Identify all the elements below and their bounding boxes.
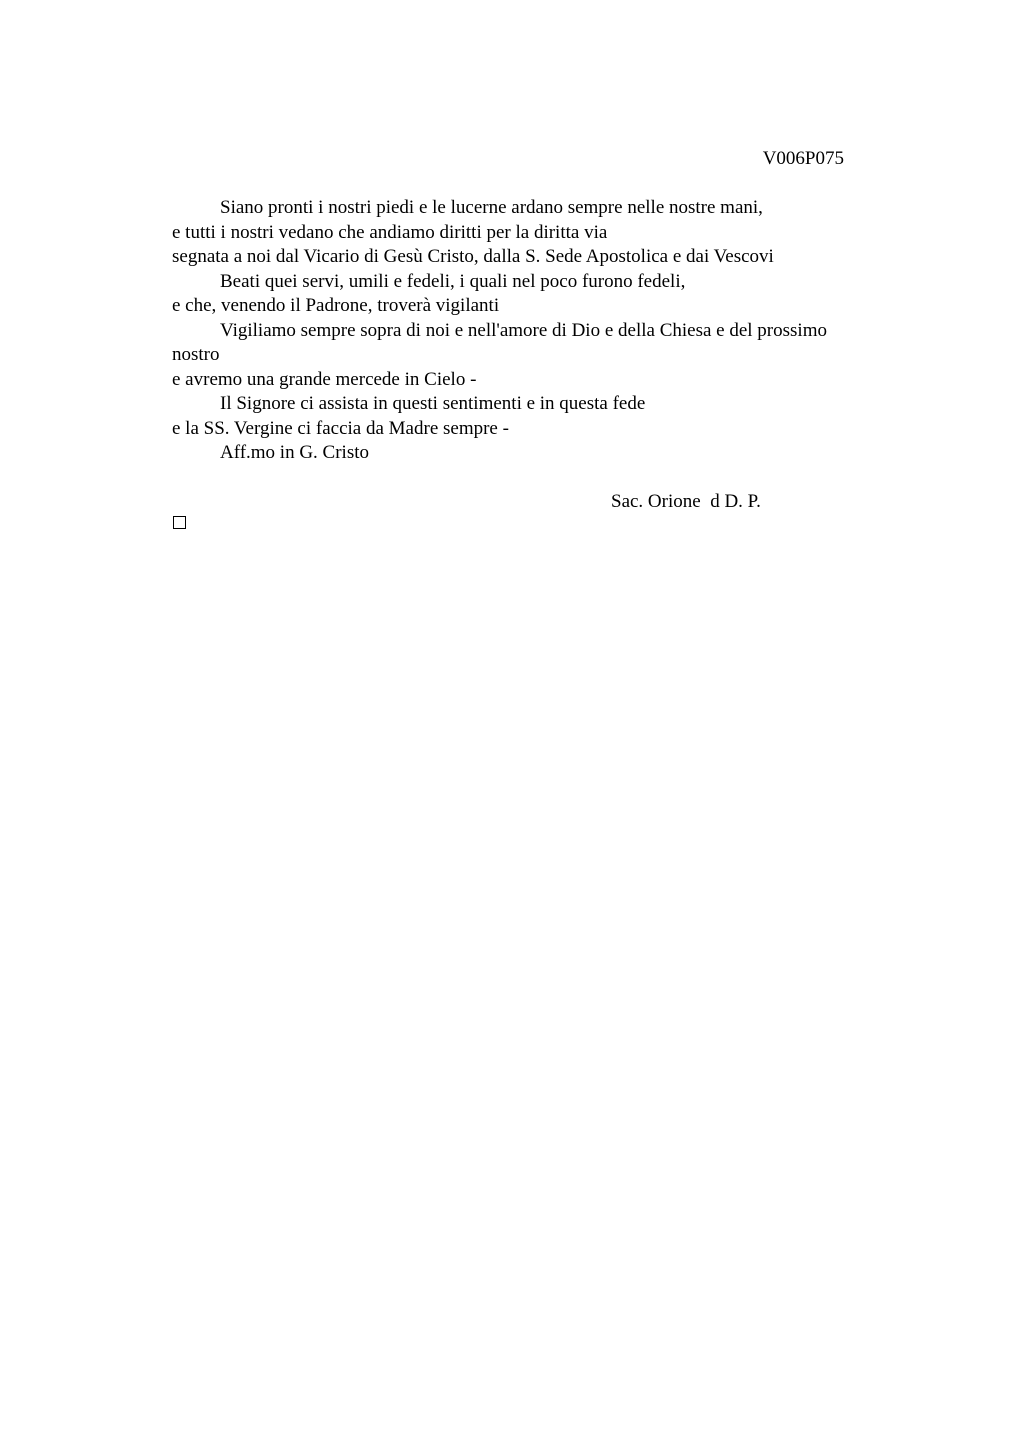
text-line: nostro	[172, 344, 220, 365]
text-line: e avremo una grande mercede in Cielo -	[172, 368, 477, 390]
letter-body	[172, 196, 892, 466]
text-line: e la SS. Vergine ci faccia da Madre sempre -	[172, 417, 509, 439]
signature: Sac. Orione d D. P.	[611, 491, 761, 512]
text-line: e che, venendo il Padrone, troverà vigilanti	[172, 295, 500, 316]
checkbox-icon	[173, 516, 186, 529]
text-line: Vigiliamo sempre sopra di noi e nell'amore di Dio e della Chiesa e del prossimo	[220, 319, 827, 341]
text-line: e tutti i nostri vedano che andiamo diritti per la diritta via	[172, 221, 608, 243]
text-line: Siano pronti i nostri piedi e le lucerne ardano sempre nelle nostre mani,	[220, 197, 763, 218]
text-line: Il Signore ci assista in questi sentimenti e in questa fede	[220, 393, 646, 414]
page-identifier: V006P075	[762, 148, 844, 169]
text-line: segnata a noi dal Vicario di Gesù Cristo, dalla S. Sede Apostolica e dai Vescovi	[172, 246, 774, 267]
text-line: Beati quei servi, umili e fedeli, i quali nel poco furono fedeli,	[220, 270, 686, 292]
closing-line: Aff.mo in G. Cristo	[220, 442, 370, 463]
